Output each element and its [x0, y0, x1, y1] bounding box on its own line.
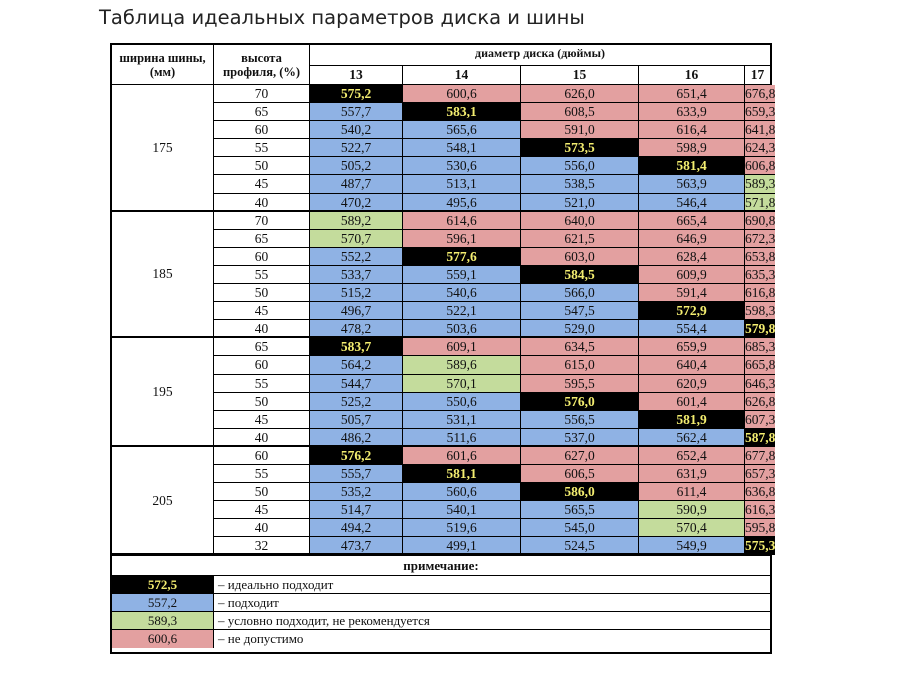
- profile-cell: 32: [214, 537, 310, 555]
- value-cell: 685,3: [745, 338, 775, 356]
- value-cell: 595,8: [745, 519, 775, 537]
- value-cell: 473,7: [310, 537, 403, 555]
- profile-cell: 40: [214, 320, 310, 338]
- value-cell: 570,1: [403, 375, 521, 393]
- value-cell: 641,8: [745, 121, 775, 139]
- value-cell: 573,5: [521, 139, 639, 157]
- value-cell: 600,6: [403, 85, 521, 103]
- value-cell: 587,8: [745, 429, 775, 447]
- width-column-header: ширина шины, (мм): [112, 45, 214, 85]
- value-cell: 657,3: [745, 465, 775, 483]
- value-cell: 603,0: [521, 248, 639, 266]
- value-cell: 524,5: [521, 537, 639, 555]
- value-cell: 636,8: [745, 483, 775, 501]
- value-cell: 562,4: [639, 429, 745, 447]
- value-cell: 571,8: [745, 194, 775, 212]
- value-cell: 609,9: [639, 266, 745, 284]
- value-cell: 546,4: [639, 194, 745, 212]
- diameter-col-14: 14: [403, 66, 521, 85]
- value-cell: 626,8: [745, 393, 775, 411]
- diameter-col-16: 16: [639, 66, 745, 85]
- profile-cell: 65: [214, 230, 310, 248]
- value-cell: 487,7: [310, 175, 403, 193]
- value-cell: 590,9: [639, 501, 745, 519]
- value-cell: 564,2: [310, 356, 403, 374]
- table-body: [112, 85, 776, 555]
- legend-label-bad: – не допустимо: [218, 631, 304, 647]
- value-cell: 557,7: [310, 103, 403, 121]
- value-cell: 540,6: [403, 284, 521, 302]
- value-cell: 665,8: [745, 356, 775, 374]
- value-cell: 676,8: [745, 85, 775, 103]
- value-cell: 511,6: [403, 429, 521, 447]
- value-cell: 621,5: [521, 230, 639, 248]
- value-cell: 519,6: [403, 519, 521, 537]
- tire-width-cell: 205: [112, 447, 214, 556]
- value-cell: 608,5: [521, 103, 639, 121]
- value-cell: 556,0: [521, 157, 639, 175]
- value-cell: 631,9: [639, 465, 745, 483]
- profile-cell: 50: [214, 157, 310, 175]
- value-cell: 677,8: [745, 447, 775, 465]
- note-title: примечание:: [112, 555, 770, 576]
- value-cell: 576,2: [310, 447, 403, 465]
- value-cell: 513,1: [403, 175, 521, 193]
- value-cell: 583,7: [310, 338, 403, 356]
- value-cell: 535,2: [310, 483, 403, 501]
- diameter-col-15: 15: [521, 66, 639, 85]
- value-cell: 533,7: [310, 266, 403, 284]
- value-cell: 606,8: [745, 157, 775, 175]
- value-cell: 591,0: [521, 121, 639, 139]
- value-cell: 559,1: [403, 266, 521, 284]
- value-cell: 652,4: [639, 447, 745, 465]
- value-cell: 522,7: [310, 139, 403, 157]
- value-cell: 581,4: [639, 157, 745, 175]
- value-cell: 565,5: [521, 501, 639, 519]
- value-cell: 628,4: [639, 248, 745, 266]
- value-cell: 470,2: [310, 194, 403, 212]
- value-cell: 545,0: [521, 519, 639, 537]
- value-cell: 690,8: [745, 212, 775, 230]
- value-cell: 495,6: [403, 194, 521, 212]
- value-cell: 626,0: [521, 85, 639, 103]
- value-cell: 505,7: [310, 411, 403, 429]
- profile-cell: 65: [214, 338, 310, 356]
- value-cell: 547,5: [521, 302, 639, 320]
- value-cell: 540,1: [403, 501, 521, 519]
- profile-cell: 40: [214, 194, 310, 212]
- profile-column-header: высота профиля, (%): [214, 45, 310, 85]
- value-cell: 544,7: [310, 375, 403, 393]
- table-header: [112, 45, 770, 85]
- profile-cell: 55: [214, 375, 310, 393]
- value-cell: 659,3: [745, 103, 775, 121]
- value-cell: 615,0: [521, 356, 639, 374]
- value-cell: 556,5: [521, 411, 639, 429]
- profile-cell: 60: [214, 447, 310, 465]
- value-cell: 579,8: [745, 320, 775, 338]
- profile-cell: 50: [214, 393, 310, 411]
- page-title: Таблица идеальных параметров диска и шины: [99, 6, 585, 29]
- diameter-col-13: 13: [310, 66, 403, 85]
- value-cell: 581,9: [639, 411, 745, 429]
- value-cell: 609,1: [403, 338, 521, 356]
- profile-cell: 60: [214, 121, 310, 139]
- value-cell: 486,2: [310, 429, 403, 447]
- value-cell: 514,7: [310, 501, 403, 519]
- tire-width-cell: 185: [112, 212, 214, 339]
- diameter-col-17: 17: [745, 66, 770, 85]
- profile-cell: 55: [214, 266, 310, 284]
- value-cell: 653,8: [745, 248, 775, 266]
- value-cell: 616,3: [745, 501, 775, 519]
- value-cell: 598,3: [745, 302, 775, 320]
- value-cell: 598,9: [639, 139, 745, 157]
- legend-label-ideal: – идеально подходит: [214, 576, 770, 594]
- profile-cell: 55: [214, 465, 310, 483]
- value-cell: 589,6: [403, 356, 521, 374]
- value-cell: 583,1: [403, 103, 521, 121]
- value-cell: 537,0: [521, 429, 639, 447]
- value-cell: 584,5: [521, 266, 639, 284]
- profile-cell: 70: [214, 212, 310, 230]
- value-cell: 572,9: [639, 302, 745, 320]
- value-cell: 554,4: [639, 320, 745, 338]
- value-cell: 570,7: [310, 230, 403, 248]
- value-cell: 530,6: [403, 157, 521, 175]
- value-cell: 478,2: [310, 320, 403, 338]
- value-cell: 591,4: [639, 284, 745, 302]
- diameter-header: диаметр диска (дюймы): [310, 45, 770, 66]
- profile-cell: 40: [214, 429, 310, 447]
- tire-width-cell: 175: [112, 85, 214, 212]
- tire-width-cell: 195: [112, 338, 214, 447]
- legend: [112, 576, 770, 648]
- value-cell: 616,8: [745, 284, 775, 302]
- value-cell: 538,5: [521, 175, 639, 193]
- value-cell: 589,3: [745, 175, 775, 193]
- profile-cell: 50: [214, 483, 310, 501]
- value-cell: 651,4: [639, 85, 745, 103]
- value-cell: 633,9: [639, 103, 745, 121]
- value-cell: 620,9: [639, 375, 745, 393]
- value-cell: 601,6: [403, 447, 521, 465]
- value-cell: 624,3: [745, 139, 775, 157]
- value-cell: 634,5: [521, 338, 639, 356]
- legend-swatch-bad: 600,6: [112, 630, 214, 648]
- value-cell: 560,6: [403, 483, 521, 501]
- value-cell: 529,0: [521, 320, 639, 338]
- value-cell: 565,6: [403, 121, 521, 139]
- profile-cell: 40: [214, 519, 310, 537]
- value-cell: 496,7: [310, 302, 403, 320]
- value-cell: 589,2: [310, 212, 403, 230]
- value-cell: 548,1: [403, 139, 521, 157]
- value-cell: 659,9: [639, 338, 745, 356]
- value-cell: 570,4: [639, 519, 745, 537]
- value-cell: 549,9: [639, 537, 745, 555]
- value-cell: 566,0: [521, 284, 639, 302]
- value-cell: 552,2: [310, 248, 403, 266]
- legend-label-cond: – условно подходит, не рекомендуется: [214, 612, 770, 630]
- profile-cell: 60: [214, 248, 310, 266]
- value-cell: 505,2: [310, 157, 403, 175]
- value-cell: 640,0: [521, 212, 639, 230]
- value-cell: 595,5: [521, 375, 639, 393]
- profile-cell: 50: [214, 284, 310, 302]
- value-cell: 581,1: [403, 465, 521, 483]
- value-cell: 576,0: [521, 393, 639, 411]
- value-cell: 563,9: [639, 175, 745, 193]
- value-cell: 531,1: [403, 411, 521, 429]
- value-cell: 499,1: [403, 537, 521, 555]
- value-cell: 596,1: [403, 230, 521, 248]
- value-cell: 614,6: [403, 212, 521, 230]
- tire-disk-table: [110, 43, 776, 654]
- value-cell: 601,4: [639, 393, 745, 411]
- value-cell: 665,4: [639, 212, 745, 230]
- value-cell: 611,4: [639, 483, 745, 501]
- value-cell: 575,3: [745, 537, 775, 555]
- value-cell: 555,7: [310, 465, 403, 483]
- value-cell: 672,3: [745, 230, 775, 248]
- value-cell: 525,2: [310, 393, 403, 411]
- value-cell: 540,2: [310, 121, 403, 139]
- value-cell: 494,2: [310, 519, 403, 537]
- legend-swatch-cond: 589,3: [112, 612, 214, 630]
- value-cell: 627,0: [521, 447, 639, 465]
- profile-cell: 55: [214, 139, 310, 157]
- legend-label-ok: – подходит: [214, 594, 770, 612]
- value-cell: 522,1: [403, 302, 521, 320]
- profile-cell: 65: [214, 103, 310, 121]
- value-cell: 606,5: [521, 465, 639, 483]
- value-cell: 521,0: [521, 194, 639, 212]
- value-cell: 607,3: [745, 411, 775, 429]
- value-cell: 550,6: [403, 393, 521, 411]
- profile-cell: 70: [214, 85, 310, 103]
- value-cell: 635,3: [745, 266, 775, 284]
- value-cell: 515,2: [310, 284, 403, 302]
- value-cell: 646,3: [745, 375, 775, 393]
- profile-cell: 45: [214, 302, 310, 320]
- value-cell: 575,2: [310, 85, 403, 103]
- value-cell: 646,9: [639, 230, 745, 248]
- value-cell: 503,6: [403, 320, 521, 338]
- value-cell: 577,6: [403, 248, 521, 266]
- profile-cell: 45: [214, 411, 310, 429]
- value-cell: 616,4: [639, 121, 745, 139]
- profile-cell: 45: [214, 501, 310, 519]
- value-cell: 586,0: [521, 483, 639, 501]
- value-cell: 640,4: [639, 356, 745, 374]
- legend-swatch-ok: 557,2: [112, 594, 214, 612]
- profile-cell: 60: [214, 356, 310, 374]
- profile-cell: 45: [214, 175, 310, 193]
- legend-swatch-ideal: 572,5: [112, 576, 214, 594]
